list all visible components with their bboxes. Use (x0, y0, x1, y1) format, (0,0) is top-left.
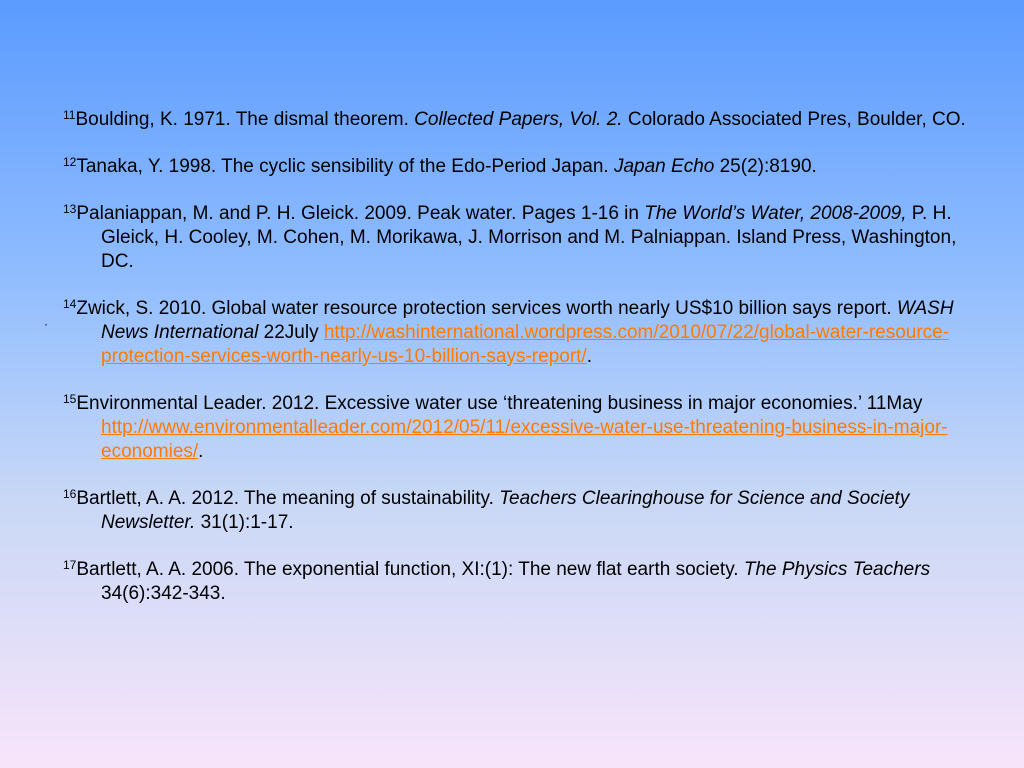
reference-text: 31(1):1-17. (195, 512, 294, 533)
reference-item (63, 558, 968, 606)
reference-text: 34(6):342-343. (101, 583, 226, 604)
reference-link[interactable]: http://www.environmentalleader.com/2012/05/11/excessive-water-use-threatening-business-in-major-economies/ (101, 417, 948, 462)
reference-text: Colorado Associated Pres, Boulder, CO. (622, 109, 966, 130)
reference-item (63, 392, 968, 464)
reference-item (63, 297, 968, 369)
footnote-number: 12 (63, 155, 77, 169)
reference-text: 25(2):8190. (714, 156, 817, 177)
reference-text: 22July (258, 322, 324, 343)
reference-text: Bartlett, A. A. 2012. The meaning of sustainability. (76, 488, 500, 509)
footnote-number: 14 (63, 297, 77, 311)
stray-mark: · (44, 317, 48, 331)
reference-text: Bartlett, A. A. 2006. The exponential function, XI:(1): The new flat earth society. (76, 559, 744, 580)
reference-source-title: Collected Papers, Vol. 2. (414, 109, 623, 130)
reference-text: . (198, 441, 204, 462)
reference-item (63, 155, 968, 179)
footnote-number: 11 (63, 108, 76, 122)
reference-text: Zwick, S. 2010. Global water resource protection services worth nearly US$10 billion says report. (76, 298, 897, 319)
footnote-number: 16 (63, 487, 77, 501)
reference-text: P. H. Gleick, H. Cooley, M. Cohen, M. Morikawa, J. Morrison and M. Palniappan. Island Press, Washington, DC. (101, 203, 957, 272)
reference-list (63, 108, 968, 629)
reference-source-title: The Physics Teachers (743, 559, 931, 580)
reference-item (63, 202, 968, 274)
footnote-number: 15 (63, 392, 77, 406)
footnote-number: 13 (63, 202, 77, 216)
reference-source-title: WASH News International (101, 298, 954, 343)
reference-text: Tanaka, Y. 1998. The cyclic sensibility of the Edo-Period Japan. (76, 156, 614, 177)
reference-source-title: Teachers Clearinghouse for Science and Society Newsletter. (101, 488, 910, 533)
reference-source-title: The World’s Water, 2008-2009, (644, 203, 907, 224)
reference-source-title: Japan Echo (613, 156, 715, 177)
reference-item (63, 487, 968, 535)
reference-item (63, 108, 968, 132)
reference-text: Boulding, K. 1971. The dismal theorem. (75, 109, 415, 130)
footnote-number: 17 (63, 558, 77, 572)
reference-text: Environmental Leader. 2012. Excessive water use ‘threatening business in major economies.’ 11May (76, 393, 923, 414)
reference-text: Palaniappan, M. and P. H. Gleick. 2009. Peak water. Pages 1-16 in (76, 203, 645, 224)
reference-link[interactable]: http://washinternational.wordpress.com/2010/07/22/global-water-resource-protection-services-worth-nearly-us-10-billion-says-report/ (101, 322, 950, 367)
reference-text: . (586, 346, 592, 367)
